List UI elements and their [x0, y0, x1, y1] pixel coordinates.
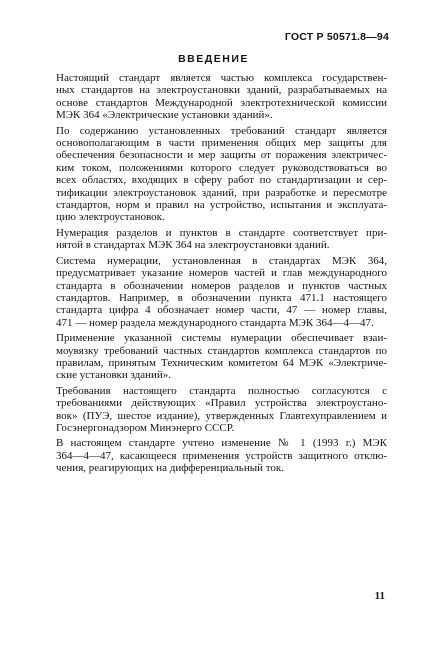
text-line: основе стандартов Международной электротехнической комиссии	[56, 96, 387, 109]
text-line: Применение указанной системы нумерации обеспечивает взаи-	[56, 332, 387, 345]
text-line: 364—4—47, касающееся применения устройств защитного отклю-	[56, 449, 387, 462]
text-line: правилам, принятым Техническим комитетом 64 МЭК «Электриче-	[56, 356, 387, 369]
text-line: стандарта в обозначении номеров разделов и пунктов частных	[56, 279, 387, 292]
text-line: стандартов, норм и правил на устройство, испытания и эксплуата-	[56, 199, 387, 212]
paragraph	[38, 437, 387, 474]
text-line: обеспечения безопасности и мер защиты от поражения электричес-	[56, 149, 387, 162]
text-line: 471 — номер раздела международного стандарта МЭК 364—4—47.	[56, 316, 374, 329]
paragraph	[38, 227, 387, 252]
paragraph	[38, 332, 387, 382]
text-line: вок» (ПУЭ, шестое издание), утвержденных Главтехуправлением и	[56, 409, 387, 422]
text-line: МЭК 364 «Электрические установки зданий».	[56, 109, 273, 122]
text-line: Нумерация разделов и пунктов в стандарте соответствует при-	[56, 226, 387, 239]
page-number: 11	[374, 590, 385, 602]
text-line: цию электроустановок.	[56, 211, 165, 224]
paragraph	[38, 72, 387, 122]
text-line: ские установки зданий».	[56, 369, 172, 382]
text-line: чения, реагирующих на дифференциальный ток.	[56, 462, 284, 475]
text-line: Настоящий стандарт является частью комплекса государствен-	[56, 72, 387, 84]
body-text	[38, 72, 387, 478]
section-title: ВВЕДЕНИЕ	[178, 53, 249, 65]
text-line: всех областях, входящих в сферу работ по стандартизации и сер-	[56, 174, 387, 187]
text-line: В настоящем стандарте учтено изменение № 1 (1993 г.) МЭК	[56, 437, 387, 450]
paragraph	[38, 125, 387, 224]
text-line: стандартов. Например, в обозначении пункта 471.1 настоящего	[56, 291, 387, 304]
text-line: Госэнергонадзором Минэнерго СССР.	[56, 421, 235, 434]
text-line: ким током, положениями которого следует руководствоваться во	[56, 161, 387, 174]
text-line: предусматривает указание номеров частей и глав международного	[56, 267, 387, 280]
text-line: Требования настоящего стандарта полностью согласуются с	[56, 384, 387, 397]
paragraph	[38, 385, 387, 435]
text-line: моувязку требований частных стандартов комплекса стандартов по	[56, 344, 387, 357]
text-line: ных стандартов на электроустановки зданий, разрабатываемых на	[56, 84, 387, 97]
text-line: тификации электроустановок зданий, при разработке и пересмотре	[56, 186, 387, 199]
text-line: нятой в стандартах МЭК 364 на электроустановки зданий.	[56, 239, 330, 252]
text-line: По содержанию установленных требований стандарт является	[56, 124, 387, 137]
text-line: стандарта цифра 4 обозначает номер части, 47 — номер главы,	[56, 304, 387, 317]
text-line: Система нумерации, установленная в стандартах МЭК 364,	[56, 254, 387, 267]
document-code: ГОСТ Р 50571.8—94	[284, 31, 389, 43]
paragraph	[38, 255, 387, 329]
text-line: основополагающим в части применения общих мер защиты для	[56, 137, 387, 150]
text-line: требованиями действующих «Правил устройства электроустано-	[56, 397, 387, 410]
